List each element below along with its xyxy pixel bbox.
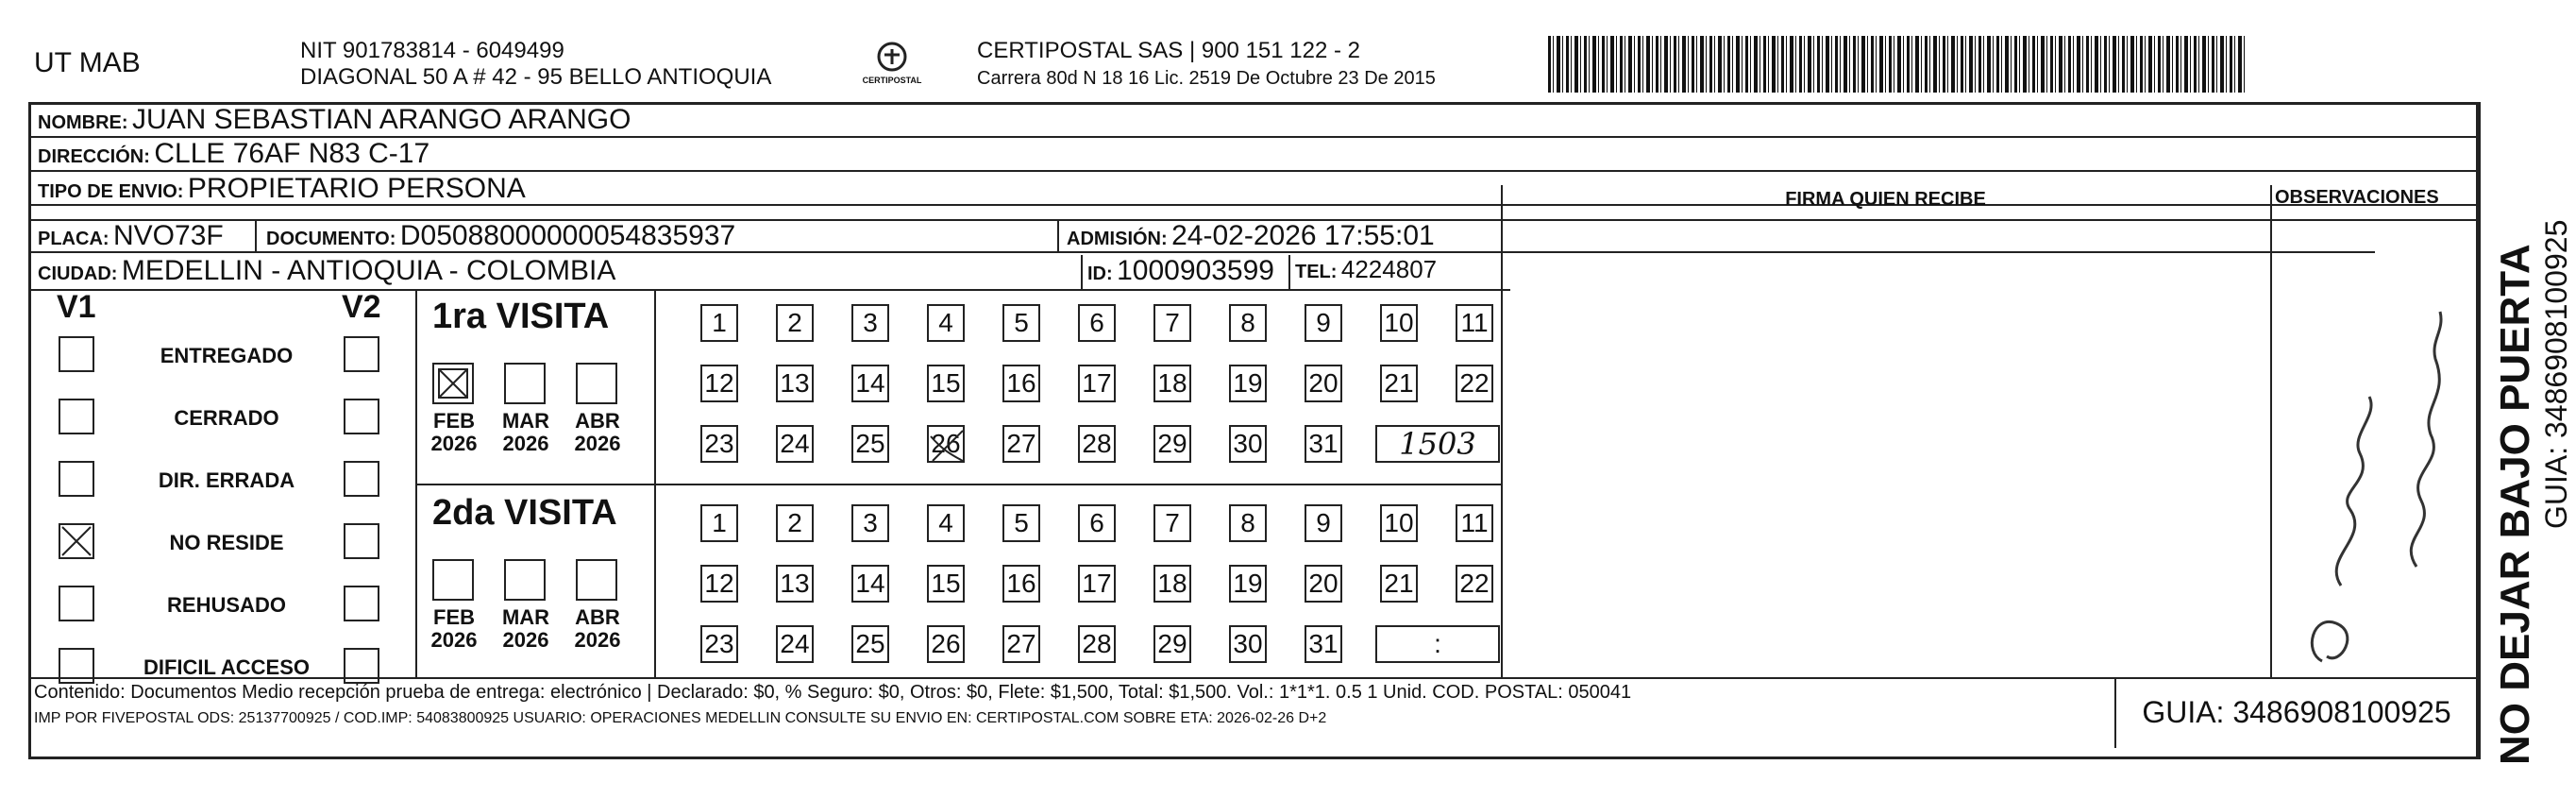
visit2-day-box[interactable]: 28 <box>1078 625 1116 663</box>
tipo-row <box>38 173 526 205</box>
visit2-day-box[interactable]: 14 <box>851 565 889 603</box>
nombre-row <box>38 104 631 136</box>
visit2-day-box[interactable]: 23 <box>700 625 738 663</box>
firma-label: FIRMA QUIEN RECIBE <box>1785 189 1986 210</box>
ciudad-field <box>38 255 615 287</box>
visit1-day-box[interactable]: 12 <box>700 365 738 402</box>
visit1-day-box[interactable]: 25 <box>851 425 889 463</box>
visit1-day-box[interactable]: 23 <box>700 425 738 463</box>
status-label: ENTREGADO <box>160 344 294 367</box>
company-name: UT MAB <box>34 47 141 78</box>
barcode <box>1548 36 2247 93</box>
tipo-label: TIPO DE ENVIO: <box>38 181 184 202</box>
visit1-day-box[interactable]: 5 <box>1002 304 1040 342</box>
v1-label: V1 <box>57 289 96 325</box>
visit2-day-box[interactable]: 6 <box>1078 504 1116 542</box>
handwritten-signature <box>2284 302 2464 680</box>
visit1-time-box[interactable]: 1503 <box>1375 425 1500 463</box>
placa-field <box>38 220 224 252</box>
v1-checkbox[interactable] <box>59 586 94 621</box>
visit1-day-box[interactable]: 11 <box>1456 304 1493 342</box>
visit2-day-box[interactable]: 20 <box>1305 565 1342 603</box>
visit2-day-box[interactable]: 17 <box>1078 565 1116 603</box>
direccion-label: DIRECCIÓN: <box>38 146 150 167</box>
visit2-day-box[interactable]: 25 <box>851 625 889 663</box>
v1-checkbox[interactable] <box>59 523 94 559</box>
visit2-day-box[interactable]: 18 <box>1153 565 1191 603</box>
id-label: ID: <box>1087 264 1113 284</box>
status-label: CERRADO <box>174 406 279 430</box>
visit1-day-box[interactable]: 1 <box>700 304 738 342</box>
visit1-day-box[interactable]: 16 <box>1002 365 1040 402</box>
id-field <box>1087 255 1274 287</box>
visit1-day-box[interactable]: 19 <box>1229 365 1267 402</box>
v1-checkbox[interactable] <box>59 399 94 434</box>
visit2-day-box[interactable]: 15 <box>927 565 965 603</box>
v2-label: V2 <box>342 289 381 325</box>
visit2-title: 2da VISITA <box>432 493 617 533</box>
carrier-name: CERTIPOSTAL SAS | 900 151 122 - 2 <box>977 38 1360 63</box>
v2-checkbox[interactable] <box>344 336 379 372</box>
visit2-day-box[interactable]: 2 <box>776 504 814 542</box>
visit2-day-box[interactable]: 4 <box>927 504 965 542</box>
visit1-month-checkbox[interactable] <box>576 363 617 404</box>
v1-checkbox[interactable] <box>59 336 94 372</box>
placa-label: PLACA: <box>38 229 109 249</box>
status-label: DIFICIL ACCESO <box>143 655 310 679</box>
visit2-day-box[interactable]: 10 <box>1380 504 1418 542</box>
documento-field <box>266 220 735 252</box>
direccion-row <box>38 138 429 170</box>
tel-field <box>1295 255 1437 284</box>
side-guia-text: GUIA: 3486908100925 <box>2539 219 2573 529</box>
visit2-day-box[interactable]: 21 <box>1380 565 1418 603</box>
v2-checkbox[interactable] <box>344 399 379 434</box>
visit1-day-box[interactable]: 14 <box>851 365 889 402</box>
visit1-day-box[interactable]: 27 <box>1002 425 1040 463</box>
visit2-day-box[interactable]: 29 <box>1153 625 1191 663</box>
nombre-label: NOMBRE: <box>38 112 128 133</box>
visit2-day-box[interactable]: 19 <box>1229 565 1267 603</box>
status-label: DIR. ERRADA <box>158 468 295 492</box>
visit2-day-box[interactable]: 30 <box>1229 625 1267 663</box>
direccion-value: CLLE 76AF N83 C-17 <box>154 138 430 169</box>
visit1-day-box[interactable]: 4 <box>927 304 965 342</box>
ciudad-label: CIUDAD: <box>38 264 118 284</box>
visit2-day-box[interactable]: 8 <box>1229 504 1267 542</box>
visit2-day-box[interactable]: 9 <box>1305 504 1342 542</box>
visit1-day-box[interactable]: 31 <box>1305 425 1342 463</box>
visit1-day-box[interactable]: 26 <box>927 425 965 463</box>
visit1-title: 1ra VISITA <box>432 297 610 336</box>
v1-checkbox[interactable] <box>59 461 94 497</box>
carrier-logo: CERTIPOSTAL <box>854 38 930 94</box>
visit2-day-box[interactable]: 5 <box>1002 504 1040 542</box>
visit2-day-box[interactable]: 27 <box>1002 625 1040 663</box>
visit2-month-checkbox[interactable] <box>504 559 546 601</box>
visit1-month-label: ABR 2026 <box>574 409 621 455</box>
visit1-day-box[interactable]: 15 <box>927 365 965 402</box>
id-value: 1000903599 <box>1117 255 1274 286</box>
visit1-day-box[interactable]: 3 <box>851 304 889 342</box>
status-label: NO RESIDE <box>169 531 284 554</box>
visit1-month-checkbox[interactable] <box>504 363 546 404</box>
v1-checkbox[interactable] <box>59 648 94 684</box>
visit2-month-label: MAR 2026 <box>501 605 550 652</box>
v2-checkbox[interactable] <box>344 648 379 684</box>
visit1-day-box[interactable]: 8 <box>1229 304 1267 342</box>
nombre-value: JUAN SEBASTIAN ARANGO ARANGO <box>132 104 631 135</box>
visit1-day-box[interactable]: 6 <box>1078 304 1116 342</box>
visit1-day-box[interactable]: 9 <box>1305 304 1342 342</box>
visit1-day-box[interactable]: 21 <box>1380 365 1418 402</box>
visit1-day-box[interactable]: 17 <box>1078 365 1116 402</box>
visit1-day-box[interactable]: 13 <box>776 365 814 402</box>
v2-checkbox[interactable] <box>344 586 379 621</box>
admision-label: ADMISIÓN: <box>1067 229 1168 249</box>
visit1-day-box[interactable]: 7 <box>1153 304 1191 342</box>
visit1-month-checkbox[interactable] <box>432 363 474 404</box>
visit1-month-label: FEB 2026 <box>430 409 478 455</box>
observaciones-label: OBSERVACIONES <box>2275 187 2439 208</box>
tipo-value: PROPIETARIO PERSONA <box>187 173 526 204</box>
status-label: REHUSADO <box>167 593 286 617</box>
documento-label: DOCUMENTO: <box>266 229 396 249</box>
visit2-month-label: FEB 2026 <box>430 605 478 652</box>
visit2-day-box[interactable]: 26 <box>927 625 965 663</box>
visit2-day-box[interactable]: 11 <box>1456 504 1493 542</box>
visit2-time-box[interactable]: : <box>1375 625 1500 663</box>
visit1-day-box[interactable]: 28 <box>1078 425 1116 463</box>
visit1-day-box[interactable]: 24 <box>776 425 814 463</box>
visit2-month-label: ABR 2026 <box>574 605 621 652</box>
admision-value: 24-02-2026 17:55:01 <box>1171 220 1435 251</box>
visit2-day-box[interactable]: 22 <box>1456 565 1493 603</box>
visit2-month-checkbox[interactable] <box>432 559 474 601</box>
visit2-day-box[interactable]: 31 <box>1305 625 1342 663</box>
tel-label: TEL: <box>1295 262 1338 282</box>
visit2-day-box[interactable]: 16 <box>1002 565 1040 603</box>
company-nit: NIT 901783814 - 6049499 <box>300 38 564 63</box>
visit2-day-box[interactable]: 7 <box>1153 504 1191 542</box>
visit2-day-box[interactable]: 24 <box>776 625 814 663</box>
visit1-day-box[interactable]: 20 <box>1305 365 1342 402</box>
carrier-address: Carrera 80d N 18 16 Lic. 2519 De Octubre 23 De 2015 <box>977 68 1436 89</box>
admision-field <box>1067 220 1435 252</box>
visit1-day-box[interactable]: 18 <box>1153 365 1191 402</box>
visit1-day-box[interactable]: 2 <box>776 304 814 342</box>
side-warning-text: NO DEJAR BAJO PUERTA <box>2492 244 2538 765</box>
v2-checkbox[interactable] <box>344 523 379 559</box>
visit1-day-box[interactable]: 29 <box>1153 425 1191 463</box>
ciudad-value: MEDELLIN - ANTIOQUIA - COLOMBIA <box>121 255 616 286</box>
visit2-day-box[interactable]: 1 <box>700 504 738 542</box>
visit2-day-box[interactable]: 13 <box>776 565 814 603</box>
footer-guia: GUIA: 3486908100925 <box>2142 695 2451 729</box>
visit1-day-box[interactable]: 10 <box>1380 304 1418 342</box>
v2-checkbox[interactable] <box>344 461 379 497</box>
visit1-day-box[interactable]: 22 <box>1456 365 1493 402</box>
visit2-month-checkbox[interactable] <box>576 559 617 601</box>
footer-imp: IMP POR FIVEPOSTAL ODS: 25137700925 / COD.IMP: 54083800925 USUARIO: OPERACIONES MEDELLIN CONSULTE SU ENVIO EN: CERTIPOSTAL.COM SOBRE ETA: 2026-02-26 D+2 <box>34 710 1327 726</box>
visit1-month-label: MAR 2026 <box>501 409 550 455</box>
footer-contenido: Contenido: Documentos Medio recepción prueba de entrega: electrónico | Declarado: $0, % Seguro: $0, Otros: $0, Flete: $1,500, Total: $1,500. Vol.: 1*1*1. 0.5 1 Unid. COD. POSTAL: 050041 <box>34 682 1632 703</box>
documento-value: D05088000000054835937 <box>399 220 736 251</box>
placa-value: NVO73F <box>113 220 224 251</box>
tel-value: 4224807 <box>1340 255 1438 283</box>
visit2-day-box[interactable]: 12 <box>700 565 738 603</box>
company-address: DIAGONAL 50 A # 42 - 95 BELLO ANTIOQUIA <box>300 64 772 90</box>
visit1-day-box[interactable]: 30 <box>1229 425 1267 463</box>
visit2-day-box[interactable]: 3 <box>851 504 889 542</box>
